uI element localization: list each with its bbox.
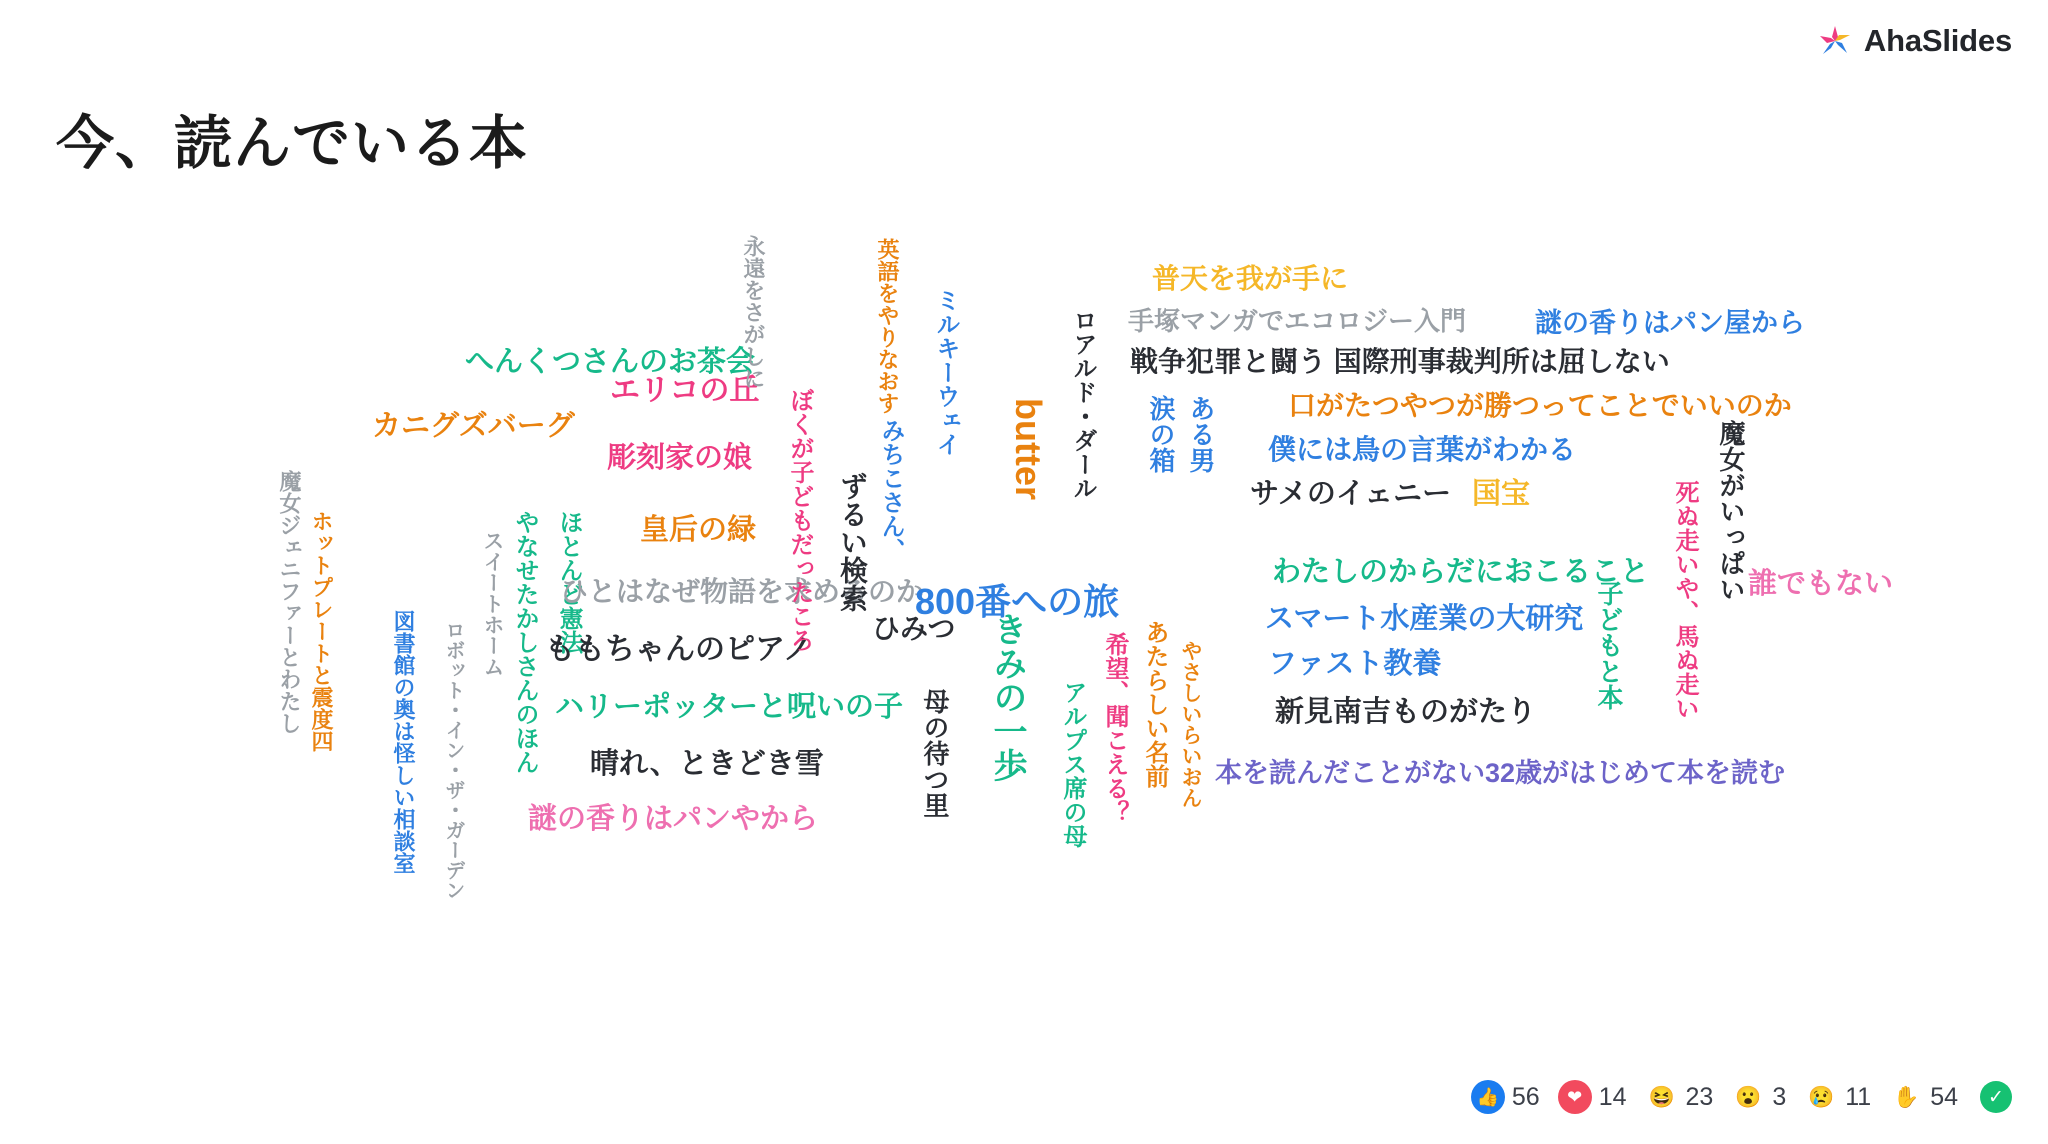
word-cloud-item: 手塚マンガでエコロジー入門 [1128,306,1467,336]
word-cloud-item: 謎の香りはパン屋から [1535,308,1805,338]
word-cloud-item: 子どもと本 [1594,580,1624,710]
thumbs-up-icon[interactable]: 👍 [1471,1080,1505,1114]
reaction-count: 54 [1930,1082,1958,1111]
word-cloud-item: 母の待つ里 [920,688,950,818]
reaction-count: 23 [1685,1082,1714,1111]
word-cloud-item: ひみつ [872,613,956,644]
reaction-count: 11 [1845,1082,1872,1111]
reaction-surprised[interactable] [1731,1080,1786,1114]
word-cloud-item: 涙の箱 [1146,395,1176,473]
word-cloud-item: 僕には鳥の言葉がわかる [1268,434,1577,465]
word-cloud-item: ホットプレートと震度四 [309,510,334,752]
word-cloud-item: 魔女ジェニファーとわたし [277,470,302,734]
raised-hand-icon[interactable]: ✋ [1893,1085,1920,1109]
word-cloud-item: わたしのからだにおこること [1272,556,1650,588]
word-cloud-item: やなせたかしさんのほん [511,510,538,774]
laughing-icon[interactable]: 😆 [1648,1085,1675,1109]
word-cloud-item: あたらしい名前 [1141,620,1168,788]
brand-name: AhaSlides [1863,23,2012,58]
word-cloud-item: きみの一歩 [988,612,1026,782]
word-cloud-item: へんくつさんのお茶会 [465,346,756,378]
word-cloud-item: 図書館の奥は怪しい相談室 [391,610,416,874]
word-cloud-item: ミルキーウェイ [932,288,959,456]
word-cloud-item: みちこさん、 [877,418,904,562]
word-cloud-item: 彫刻家の娘 [607,442,753,474]
word-cloud-item: 魔女がいっぱい [1716,420,1746,602]
word-cloud-item: ロボット・イン・ザ・ガーデン [442,620,464,900]
word-cloud-item: 普天を我が手に [1152,263,1349,294]
word-cloud-item: 謎の香りはパンやから [528,803,819,835]
reaction-heart[interactable] [1558,1080,1627,1114]
word-cloud-item: やさしいらいおん [1179,640,1202,808]
sad-icon[interactable]: 😢 [1808,1085,1835,1109]
reaction-sad[interactable] [1804,1080,1871,1114]
word-cloud-item: ひとはなぜ物語を求めるのか [560,576,925,607]
word-cloud-item: 死ぬ走いや、馬ぬ走い [1671,480,1698,720]
word-cloud-item: ハリーポッターと呪いの子 [555,691,904,723]
word-cloud-item: 希望、聞こえる？ [1101,632,1128,824]
word-cloud-item: 英語をやりなおす [875,238,900,414]
reaction-thumbs-up[interactable] [1471,1080,1540,1114]
word-cloud-item: 永遠をさがしに [741,235,766,389]
word-cloud-item: ほとんど憲法 [555,510,582,654]
heart-icon[interactable]: ❤ [1558,1080,1592,1114]
reaction-laughing[interactable] [1645,1080,1714,1114]
word-cloud-item: 新見南吉ものがたり [1275,696,1537,728]
word-cloud-item: 800番への旅 [915,581,1120,622]
surprised-icon[interactable]: 😮 [1735,1085,1762,1109]
word-cloud-item: 本を読んだことがない32歳がはじめて本を読む [1215,758,1786,788]
word-cloud-item: サメのイェニー [1250,478,1452,510]
word-cloud-item: 戦争犯罪と闘う 国際刑事裁判所は屈しない [1130,346,1670,377]
word-cloud-item: 皇后の緑 [640,514,757,546]
word-cloud-item: butter [1008,398,1049,500]
reactions-bar[interactable] [1471,1080,2012,1114]
reaction-count: 14 [1598,1082,1627,1111]
page-title: 今、読んでいる本 [56,111,529,176]
word-cloud-item: ぼくが子どもだったころ [786,388,813,652]
ahaslides-logo [1816,22,2012,60]
word-cloud-item: 口がたつやつが勝つってことでいいのか [1288,390,1792,421]
word-cloud-item: 晴れ、ときどき雪 [590,748,824,780]
word-cloud [0,180,2048,980]
word-cloud-item: スイートホーム [481,530,504,677]
reaction-count: 56 [1511,1082,1540,1111]
word-cloud-item: ファスト教養 [1268,648,1442,680]
word-cloud-item: ももちゃんのピアノ [545,633,813,666]
word-cloud-item: アルプス席の母 [1059,680,1086,848]
word-cloud-item: エリコの丘 [610,374,760,407]
reaction-count: 3 [1772,1082,1787,1111]
word-cloud-item: スマート水産業の大研究 [1265,603,1584,635]
word-cloud-item: 国宝 [1472,478,1531,510]
word-cloud-item: ロアルド・ダール [1069,308,1096,500]
check-circle-icon[interactable]: ✓ [1980,1081,2012,1113]
reaction-raised-hand[interactable] [1889,1080,1958,1114]
word-cloud-item: ある男 [1186,395,1216,473]
word-cloud-item: ずるい検索 [837,472,868,612]
word-cloud-item: 誰でもない [1748,568,1894,600]
aha-burst-icon [1816,22,1854,60]
word-cloud-item: カニグズバーグ [372,410,575,442]
